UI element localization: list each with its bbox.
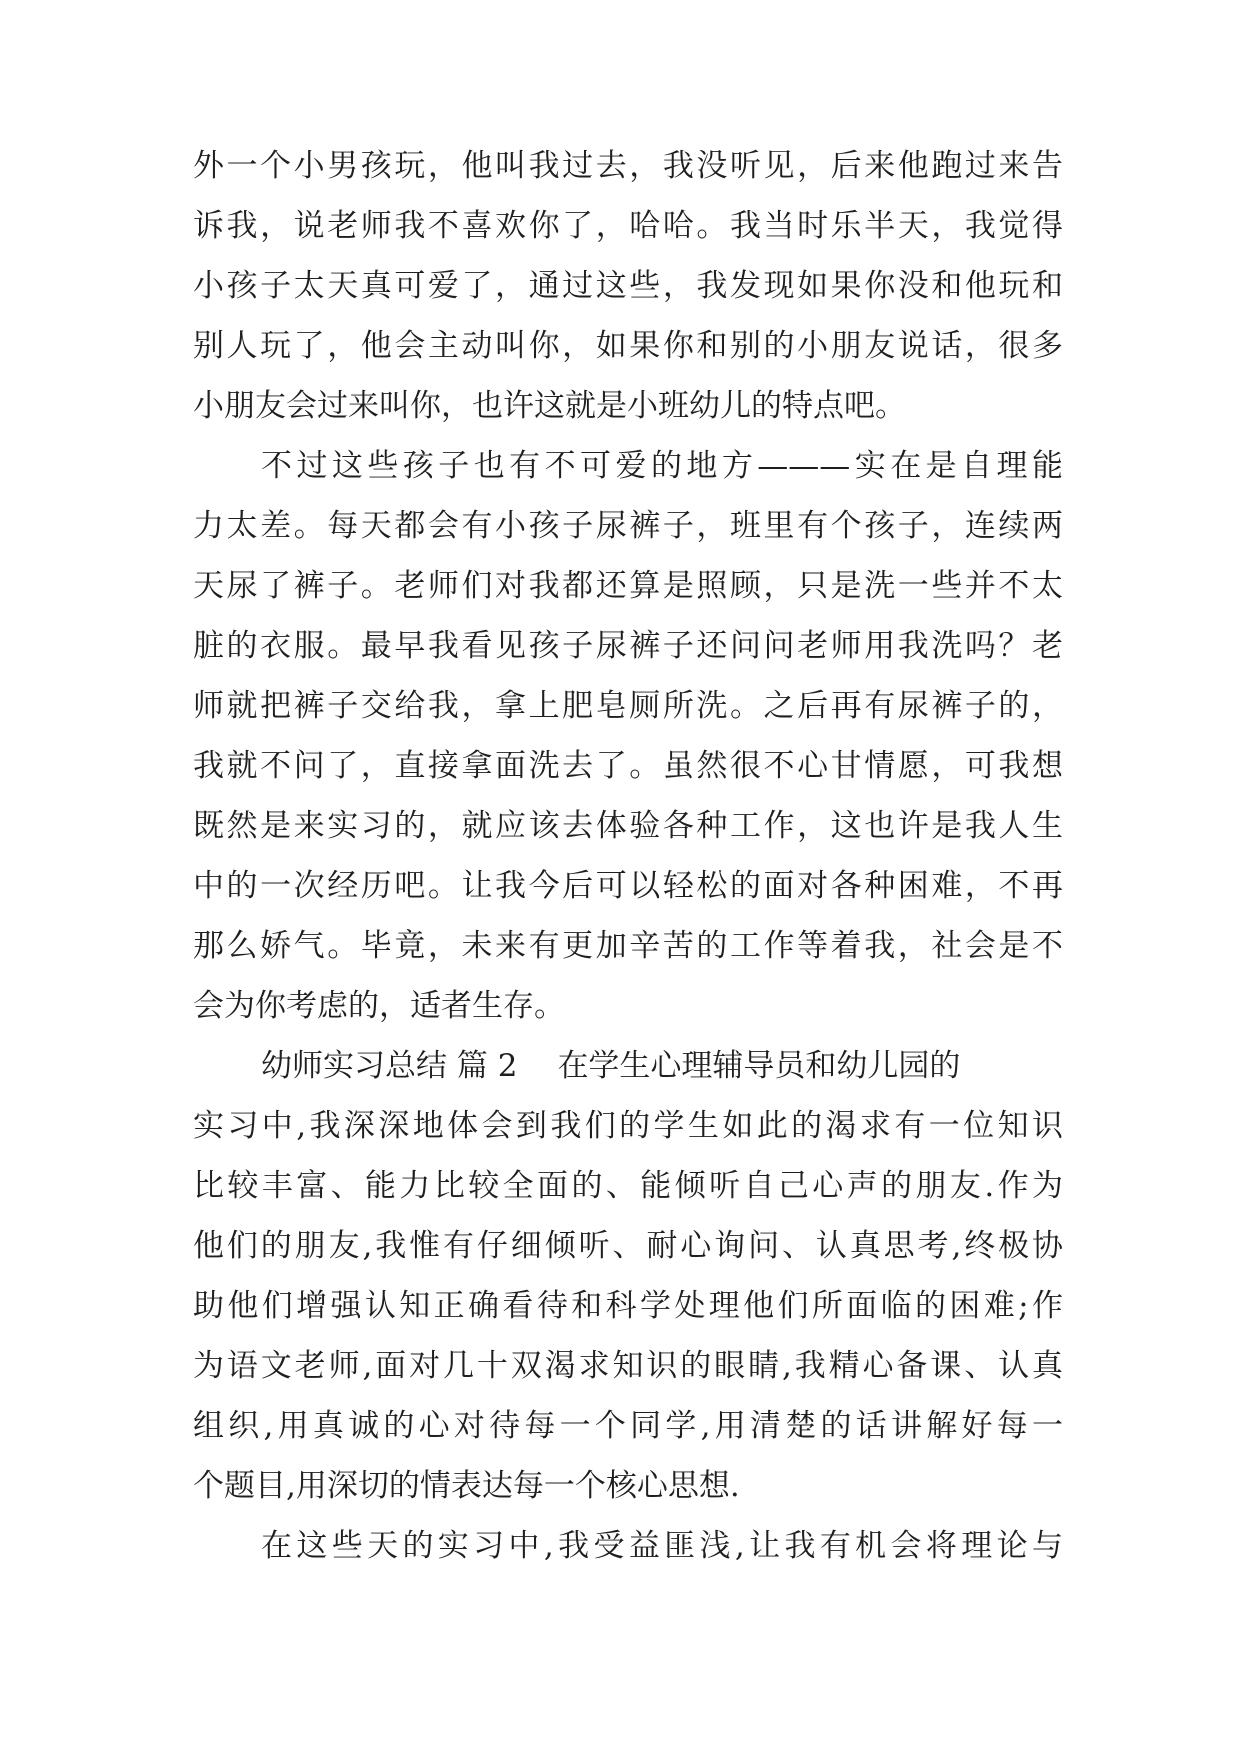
text-line: 既然是来实习的，就应该去体验各种工作，这也许是我人生 <box>193 808 1063 844</box>
text-line: 个题目,用深切的情表达每一个核心思想. <box>193 1468 740 1504</box>
text-line: 天尿了裤子。老师们对我都还算是照顾，只是洗一些并不太 <box>193 568 1063 604</box>
text-line: 师就把裤子交给我，拿上肥皂厕所洗。之后再有尿裤子的， <box>193 688 1063 724</box>
text-line: 别人玩了，他会主动叫你，如果你和别的小朋友说话，很多 <box>193 328 1063 364</box>
section-heading: 幼师实习总结 篇 2 <box>261 1048 518 1084</box>
text-line: 为语文老师,面对几十双渴求知识的眼睛,我精心备课、认真 <box>193 1348 1063 1384</box>
text-line: 小朋友会过来叫你，也许这就是小班幼儿的特点吧。 <box>193 388 906 424</box>
text-line: 中的一次经历吧。让我今后可以轻松的面对各种困难，不再 <box>193 868 1063 904</box>
text-line: 那么娇气。毕竟，未来有更加辛苦的工作等着我，社会是不 <box>193 928 1063 964</box>
text-line: 不过这些孩子也有不可爱的地方———实在是自理能 <box>261 448 1063 484</box>
section-first-text: 在学生心理辅导员和幼儿园的 <box>557 1048 961 1084</box>
text-line: 外一个小男孩玩，他叫我过去，我没听见，后来他跑过来告 <box>193 148 1063 184</box>
text-line: 力太差。每天都会有小孩子尿裤子，班里有个孩子，连续两 <box>193 508 1063 544</box>
text-line: 比较丰富、能力比较全面的、能倾听自己心声的朋友.作为 <box>193 1168 1063 1204</box>
section-heading-line <box>193 1036 1063 1096</box>
text-line: 在这些天的实习中,我受益匪浅,让我有机会将理论与 <box>261 1528 1063 1564</box>
text-line: 诉我，说老师我不喜欢你了，哈哈。我当时乐半天，我觉得 <box>193 208 1063 244</box>
text-line: 实习中,我深深地体会到我们的学生如此的渴求有一位知识 <box>193 1108 1063 1144</box>
text-line: 助他们增强认知正确看待和科学处理他们所面临的困难;作 <box>193 1288 1063 1324</box>
document-body <box>193 136 1063 1576</box>
text-line: 脏的衣服。最早我看见孩子尿裤子还问问老师用我洗吗？老 <box>193 628 1063 664</box>
text-line: 他们的朋友,我惟有仔细倾听、耐心询问、认真思考,终极协 <box>193 1228 1063 1264</box>
text-line: 我就不问了，直接拿面洗去了。虽然很不心甘情愿，可我想 <box>193 748 1063 784</box>
text-line: 小孩子太天真可爱了，通过这些，我发现如果你没和他玩和 <box>193 268 1063 304</box>
text-line: 会为你考虑的，适者生存。 <box>193 988 565 1024</box>
text-line: 组织,用真诚的心对待每一个同学,用清楚的话讲解好每一 <box>193 1408 1063 1444</box>
